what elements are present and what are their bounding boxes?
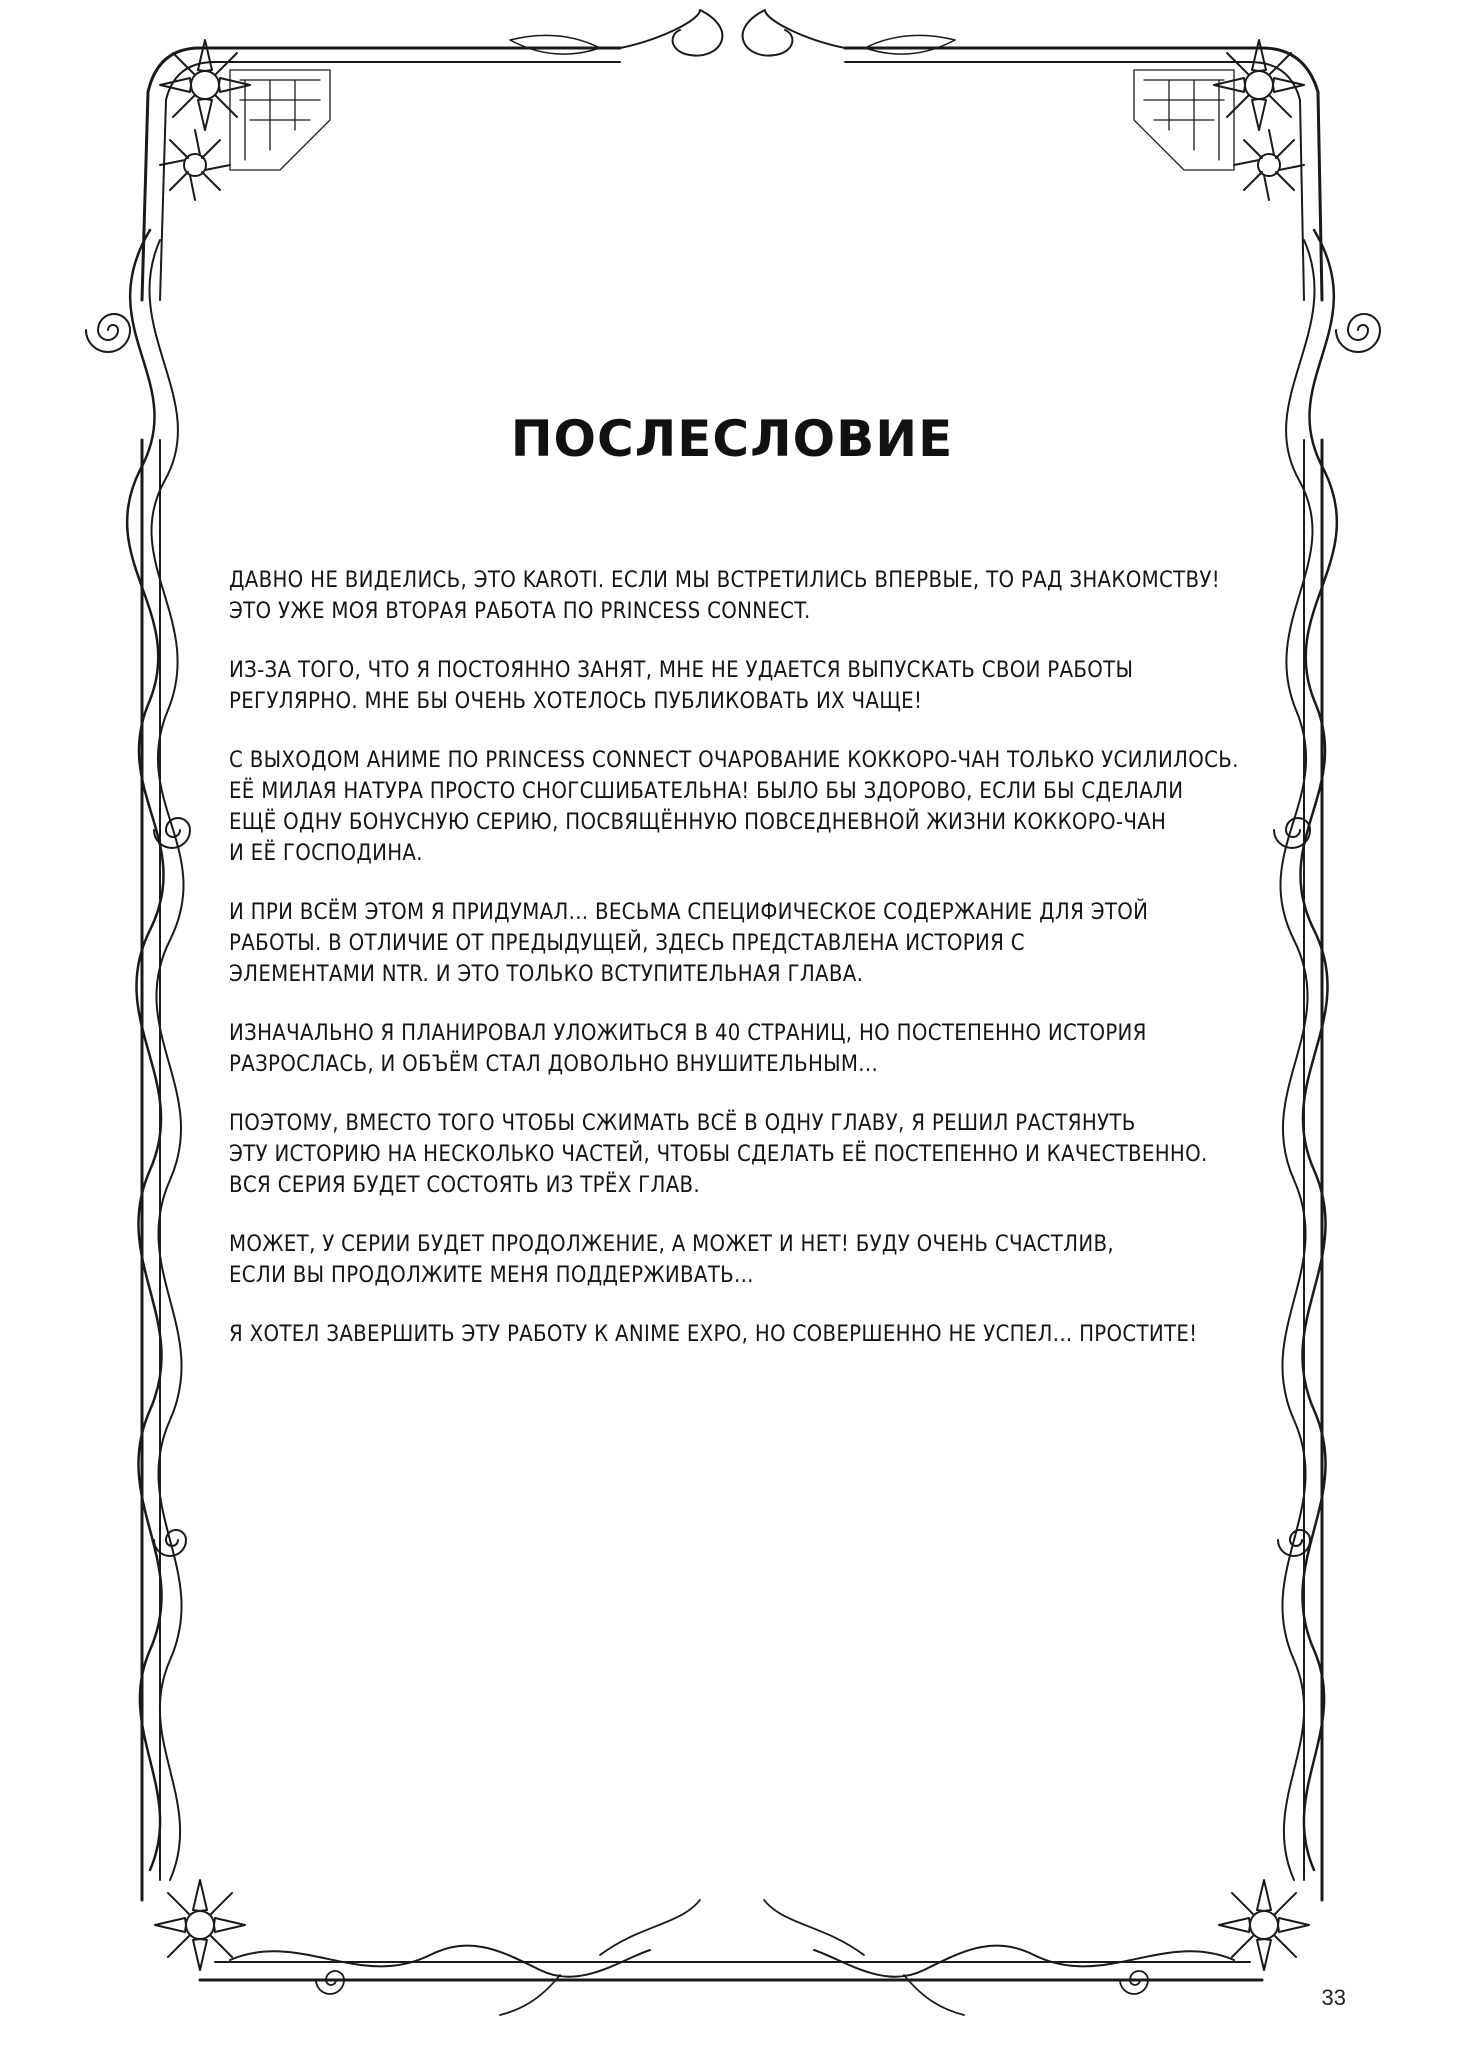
paragraph-2 [229, 655, 1279, 717]
text-line: РАЗРОСЛАСЬ, И ОБЪЁМ СТАЛ ДОВОЛЬНО ВНУШИТЕЛЬНЫМ... [229, 1052, 879, 1077]
flower-bottom-left [155, 1880, 245, 1970]
afterword-text [229, 565, 1279, 1378]
lattice-top-left [230, 70, 330, 170]
text-line: РАБОТЫ. В ОТЛИЧИЕ ОТ ПРЕДЫДУЩЕЙ, ЗДЕСЬ ПРЕДСТАВЛЕНА ИСТОРИЯ С [229, 931, 1025, 956]
text-line: ЭТУ ИСТОРИЮ НА НЕСКОЛЬКО ЧАСТЕЙ, ЧТОБЫ СДЕЛАТЬ ЕЁ ПОСТЕПЕННО И КАЧЕСТВЕННО. [229, 1142, 1208, 1167]
left-vine-2 [149, 240, 183, 1880]
top-center-ornament-right [743, 10, 845, 56]
text-line: ПОЭТОМУ, ВМЕСТО ТОГО ЧТОБЫ СЖИМАТЬ ВСЁ В ОДНУ ГЛАВУ, Я РЕШИЛ РАСТЯНУТЬ [229, 1111, 1136, 1136]
text-line: ВСЯ СЕРИЯ БУДЕТ СОСТОЯТЬ ИЗ ТРЁХ ГЛАВ. [229, 1173, 701, 1198]
left-spiral-top [86, 314, 130, 352]
flower-top-right [1214, 40, 1304, 200]
paragraph-6 [229, 1108, 1279, 1201]
paragraph-4 [229, 897, 1279, 990]
text-line: Я ХОТЕЛ ЗАВЕРШИТЬ ЭТУ РАБОТУ К ANIME EXPO, НО СОВЕРШЕННО НЕ УСПЕЛ... ПРОСТИТЕ! [229, 1322, 1198, 1347]
text-line: ДАВНО НЕ ВИДЕЛИСЬ, ЭТО KAROTI. ЕСЛИ МЫ ВСТРЕТИЛИСЬ ВПЕРВЫЕ, ТО РАД ЗНАКОМСТВУ! [229, 568, 1220, 593]
page-title: ПОСЛЕСЛОВИЕ [510, 410, 954, 468]
text-line: С ВЫХОДОМ АНИМЕ ПО PRINCESS CONNECT ОЧАРОВАНИЕ КОККОРО-ЧАН ТОЛЬКО УСИЛИЛОСЬ. [229, 748, 1239, 773]
text-line: ЭТО УЖЕ МОЯ ВТОРАЯ РАБОТА ПО PRINCESS CONNECT. [229, 599, 811, 624]
text-line: ЕСЛИ ВЫ ПРОДОЛЖИТЕ МЕНЯ ПОДДЕРЖИВАТЬ... [229, 1263, 754, 1288]
text-line: И ПРИ ВСЁМ ЭТОМ Я ПРИДУМАЛ... ВЕСЬМА СПЕЦИФИЧЕСКОЕ СОДЕРЖАНИЕ ДЛЯ ЭТОЙ [229, 900, 1149, 925]
left-vine [127, 230, 163, 1870]
text-line: РЕГУЛЯРНО. МНЕ БЫ ОЧЕНЬ ХОТЕЛОСЬ ПУБЛИКОВАТЬ ИХ ЧАЩЕ! [229, 689, 923, 714]
flower-bottom-right [1219, 1880, 1309, 1970]
right-vine [1300, 230, 1336, 1870]
text-line: ИЗНАЧАЛЬНО Я ПЛАНИРОВАЛ УЛОЖИТЬСЯ В 40 СТРАНИЦ, НО ПОСТЕПЕННО ИСТОРИЯ [229, 1021, 1147, 1046]
right-spiral-top [1336, 314, 1380, 352]
text-line: ЭЛЕМЕНТАМИ NTR. И ЭТО ТОЛЬКО ВСТУПИТЕЛЬНАЯ ГЛАВА. [229, 962, 864, 987]
paragraph-1 [229, 565, 1279, 627]
page-number: 33 [1321, 1985, 1346, 2010]
paragraph-3 [229, 745, 1279, 869]
text-line: ЕЩЁ ОДНУ БОНУСНУЮ СЕРИЮ, ПОСВЯЩЁННУЮ ПОВСЕДНЕВНОЙ ЖИЗНИ КОККОРО-ЧАН [229, 810, 1167, 835]
flower-top-left [160, 40, 250, 200]
lattice-top-right [1134, 70, 1234, 170]
text-line: И ЕЁ ГОСПОДИНА. [229, 841, 423, 866]
text-line: МОЖЕТ, У СЕРИИ БУДЕТ ПРОДОЛЖЕНИЕ, А МОЖЕТ И НЕТ! БУДУ ОЧЕНЬ СЧАСТЛИВ, [229, 1232, 1114, 1257]
text-line: ЕЁ МИЛАЯ НАТУРА ПРОСТО СНОГСШИБАТЕЛЬНА! БЫЛО БЫ ЗДОРОВО, ЕСЛИ БЫ СДЕЛАЛИ [229, 779, 1184, 804]
paragraph-8 [229, 1319, 1279, 1350]
bottom-thorns [500, 1900, 964, 2015]
text-line: ИЗ-ЗА ТОГО, ЧТО Я ПОСТОЯННО ЗАНЯТ, МНЕ НЕ УДАЕТСЯ ВЫПУСКАТЬ СВОИ РАБОТЫ [229, 658, 1134, 683]
top-leaves [510, 35, 955, 54]
right-vine-2 [1280, 240, 1314, 1880]
top-center-ornament-left [620, 10, 722, 56]
bottom-spirals [316, 1971, 1148, 1994]
paragraph-5 [229, 1018, 1279, 1080]
paragraph-7 [229, 1229, 1279, 1291]
